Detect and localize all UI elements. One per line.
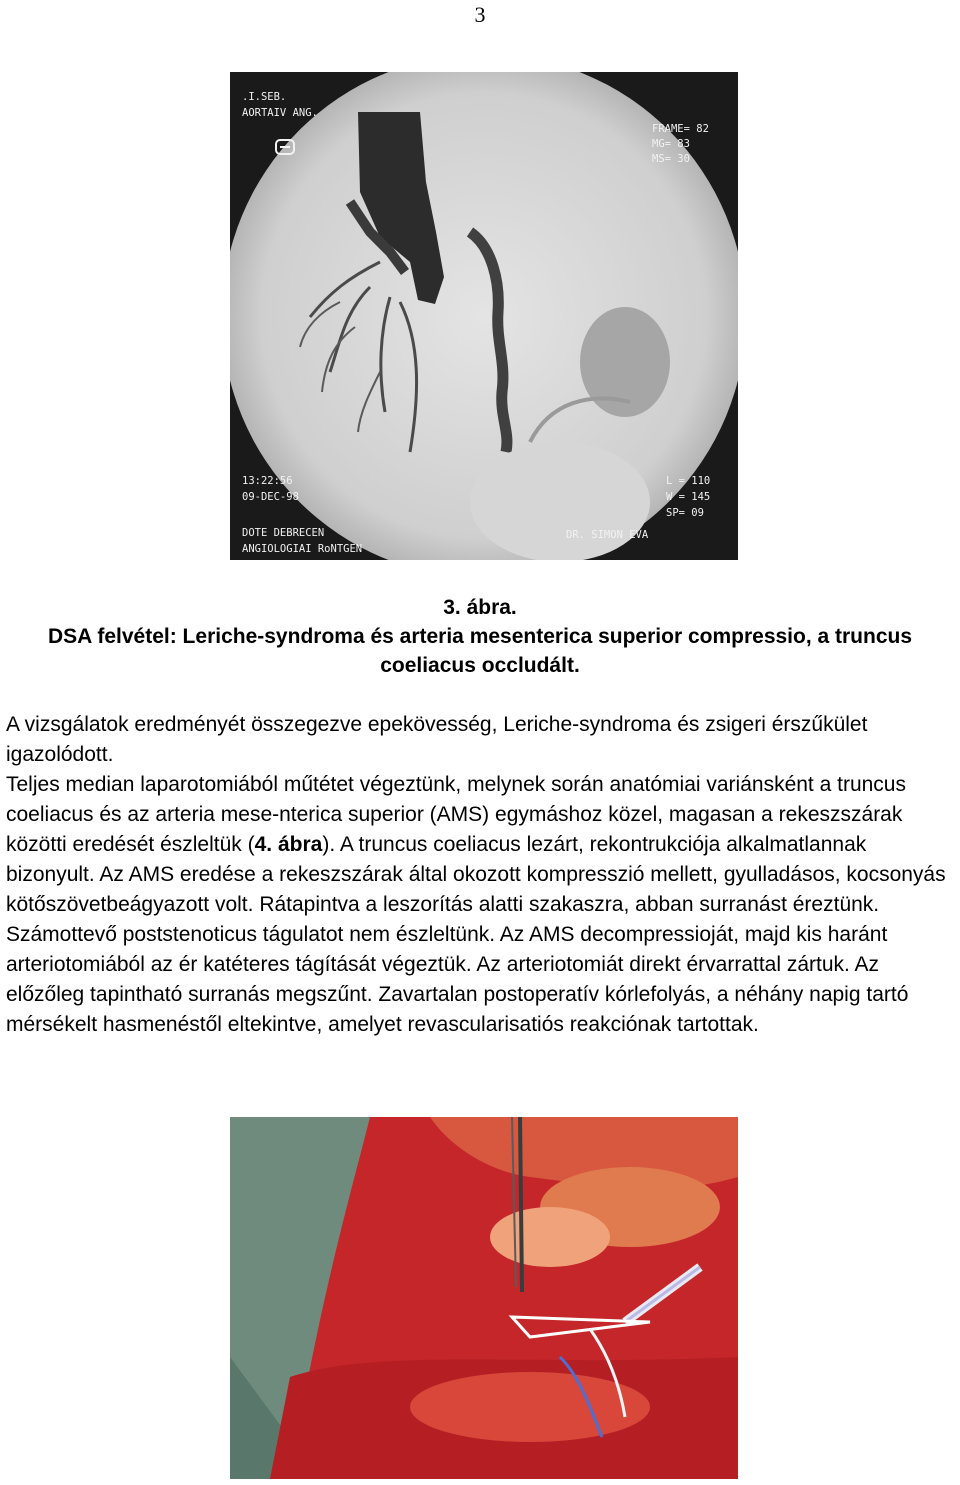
dsa-overlay-sp: SP= 09 xyxy=(666,507,704,519)
dsa-overlay-study: AORTAIV ANG. xyxy=(242,107,318,119)
paragraph-2-start: Teljes median laparotomiából műtétet végeztünk, melynek során anatómiai variánsként a truncus coeliacus és az arteria mese-nterica superior (AMS) egymáshoz közel, magasan a rekeszszárak közötti eredését észleltük ( xyxy=(6,773,906,856)
body-text xyxy=(6,710,956,1040)
dsa-angiogram-image xyxy=(230,72,738,560)
dsa-overlay-time: 13:22:56 xyxy=(242,475,293,487)
dsa-overlay-patient: DR. SIMON EVA xyxy=(566,529,649,541)
dsa-overlay-l: L = 110 xyxy=(666,475,711,487)
dsa-overlay-date: 09-DEC-98 xyxy=(242,491,299,503)
page-number: 3 xyxy=(474,2,486,27)
dsa-overlay-ms: MS= 30 xyxy=(652,153,690,165)
dsa-overlay-w: W = 145 xyxy=(666,491,711,503)
paragraph-2-end: ). A truncus coeliacus lezárt, rekontrukciója alkalmatlannak bizonyult. Az AMS eredése a rekeszszárak által okozott kompresszió mellett, gyulladásos, kocsonyás kötőszövetbeágyazott volt. Rátapintva a leszorítás alatti szakaszra, abban surranást éreztünk. Számottevő poststenoticus tágulatot nem észleltünk. Az AMS decompressioját, majd kis haránt arteriotomiából az ér katéteres tágítását végeztük. Az arteriotomiát direkt érvarrattal zártuk. Az előzőleg tapintható surranás megszűnt. Zavartalan postoperatív kórlefolyás, a néhány napig tartó mérsékelt hasmenéstől eltekintve, amelyet revascularisatiós reakciónak tartottak. xyxy=(6,833,946,1036)
figure-reference: 4. ábra xyxy=(254,833,323,856)
dsa-overlay-frame: FRAME= 82 xyxy=(652,123,709,135)
dsa-overlay-department: ANGIOLOGIAI RoNTGEN xyxy=(242,543,363,555)
figure-caption-number: 3. ábra. xyxy=(443,596,517,619)
dsa-overlay-mg: MG= 83 xyxy=(652,138,690,150)
figure-caption-text: DSA felvétel: Leriche-syndroma és arteria mesenterica superior compressio, a truncus coeliacus occludált. xyxy=(47,625,913,677)
dsa-overlay-series: .I.SEB. xyxy=(242,91,287,103)
dsa-overlay-institution: DOTE DEBRECEN xyxy=(242,527,325,539)
surgical-field-photo xyxy=(230,1117,738,1479)
paragraph-2 xyxy=(6,770,956,1040)
paragraph-1: A vizsgálatok eredményét összegezve epekövesség, Leriche-syndroma és zsigeri érszűkület igazolódott. xyxy=(6,713,868,766)
